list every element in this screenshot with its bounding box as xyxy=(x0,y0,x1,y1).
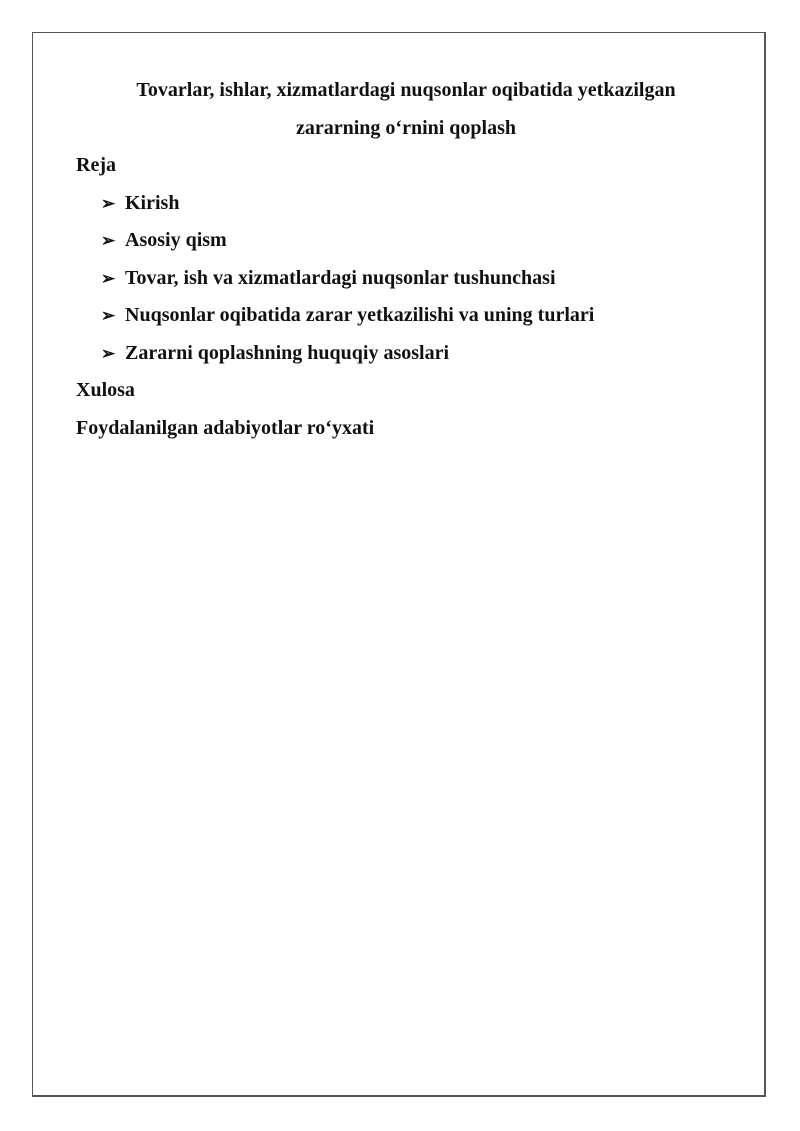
plan-item xyxy=(101,260,736,298)
plan-heading: Reja xyxy=(76,154,116,176)
plan-list xyxy=(76,185,736,373)
arrow-bullet-icon: ➢ xyxy=(101,231,116,250)
arrow-bullet-icon: ➢ xyxy=(101,306,116,325)
plan-item-label: Kirish xyxy=(125,191,180,214)
plan-item xyxy=(101,222,736,260)
document-body xyxy=(76,72,736,447)
document-title xyxy=(76,72,736,147)
plan-item-label: Nuqsonlar oqibatida zarar yetkazilishi va uning turlari xyxy=(125,304,595,326)
arrow-bullet-icon: ➢ xyxy=(101,268,116,288)
title-line-2: zararning o‘rnini qoplash xyxy=(295,116,517,139)
plan-item-label: Zararni qoplashning huquqiy asoslari xyxy=(125,341,450,364)
plan-item-label: Tovar, ish va xizmatlardagi nuqsonlar tushunchasi xyxy=(125,266,556,289)
plan-item xyxy=(101,185,736,223)
title-line-1: Tovarlar, ishlar, xizmatlardagi nuqsonlar oqibatida yetkazilgan xyxy=(136,79,676,101)
arrow-bullet-icon: ➢ xyxy=(101,343,116,363)
references-heading: Foydalanilgan adabiyotlar ro‘yxati xyxy=(76,416,375,439)
plan-item xyxy=(101,297,736,335)
plan-item xyxy=(101,335,736,373)
conclusion-heading: Xulosa xyxy=(76,379,135,401)
arrow-bullet-icon: ➢ xyxy=(101,193,116,213)
plan-item-label: Asosiy qism xyxy=(125,229,227,251)
